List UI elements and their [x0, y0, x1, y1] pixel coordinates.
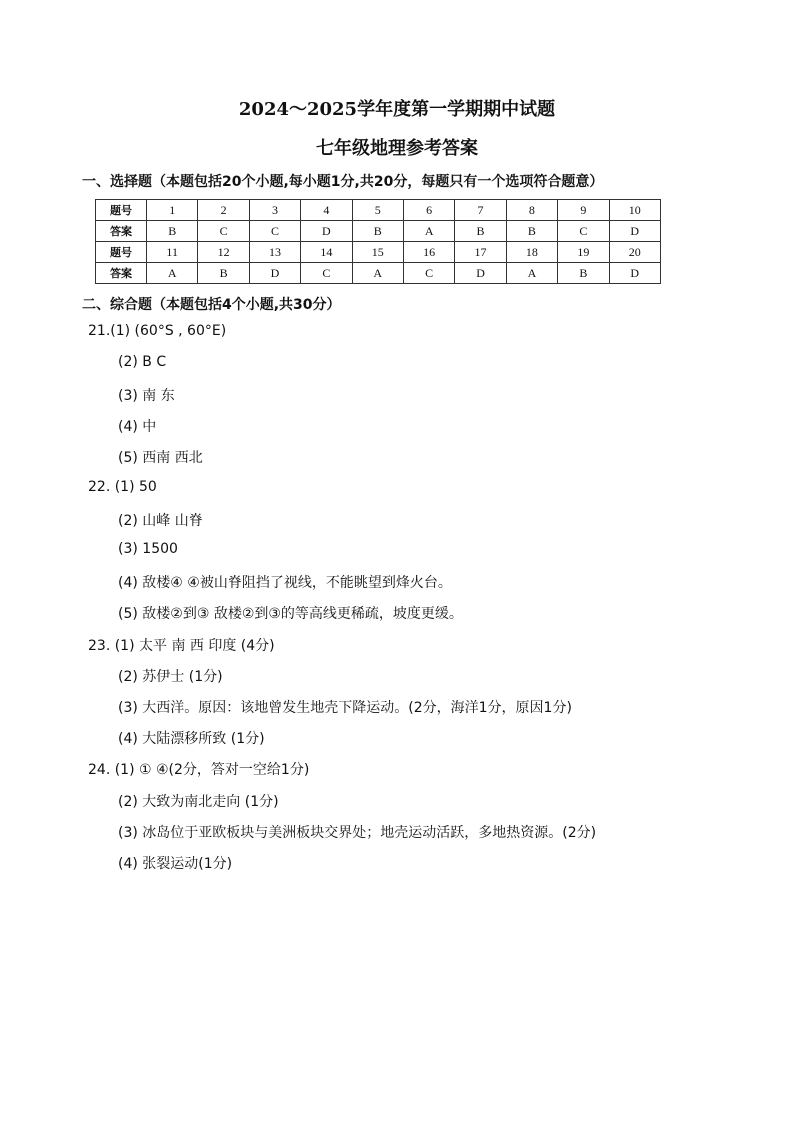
answer-cell: B: [352, 221, 403, 242]
table-row: [96, 221, 661, 242]
question-number: 9: [558, 200, 609, 221]
question-number: 17: [455, 242, 506, 263]
section-choice-heading: 一、选择题（本题包括20个小题,每小题1分,共20分，每题只有一个选项符合题意）: [82, 174, 604, 190]
answer-cell: A: [403, 221, 454, 242]
answer-cell: A: [506, 263, 557, 284]
question-number: 6: [403, 200, 454, 221]
answer-cell: C: [301, 263, 352, 284]
q21-answer-2: (2) B C: [118, 354, 167, 370]
question-number: 20: [609, 242, 660, 263]
table-row: [96, 242, 661, 263]
answer-cell: D: [301, 221, 352, 242]
q23-answer-1: 23. (1) 太平 南 西 印度 (4分): [88, 638, 275, 654]
answer-cell: D: [249, 263, 300, 284]
q23-answer-4: (4) 大陆漂移所致 (1分): [118, 731, 265, 747]
answer-cell: C: [558, 221, 609, 242]
answer-cell: B: [506, 221, 557, 242]
question-number: 2: [198, 200, 249, 221]
q21-answer-5: (5) 西南 西北: [118, 450, 203, 466]
question-number: 16: [403, 242, 454, 263]
q21-answer-3: (3) 南 东: [118, 388, 175, 404]
question-number: 10: [609, 200, 660, 221]
table-row: [96, 263, 661, 284]
q24-answer-1: 24. (1) ① ④(2分，答对一空给1分): [88, 762, 310, 778]
question-number: 4: [301, 200, 352, 221]
question-number: 8: [506, 200, 557, 221]
q21-answer-1: 21.(1) (60°S , 60°E): [88, 323, 227, 339]
question-number: 3: [249, 200, 300, 221]
answer-cell: C: [198, 221, 249, 242]
q23-answer-3: (3) 大西洋。原因：该地曾发生地壳下降运动。(2分，海洋1分，原因1分): [118, 700, 572, 716]
answer-key-title: 七年级地理参考答案: [316, 138, 478, 159]
q24-answer-4: (4) 张裂运动(1分): [118, 856, 233, 872]
question-number: 14: [301, 242, 352, 263]
row-label-number: 题号: [96, 242, 147, 263]
answer-cell: A: [147, 263, 198, 284]
answer-cell: D: [455, 263, 506, 284]
section-comprehensive-heading: 二、综合题（本题包括4个小题,共30分）: [82, 297, 341, 313]
question-number: 5: [352, 200, 403, 221]
q22-answer-3: (3) 1500: [118, 541, 178, 557]
q23-answer-2: (2) 苏伊士 (1分): [118, 669, 223, 685]
question-number: 12: [198, 242, 249, 263]
answer-cell: B: [147, 221, 198, 242]
q24-answer-3: (3) 冰岛位于亚欧板块与美洲板块交界处；地壳运动活跃，多地热资源。(2分): [118, 825, 597, 841]
question-number: 11: [147, 242, 198, 263]
q22-answer-4: (4) 敌楼④ ④被山脊阻挡了视线，不能眺望到烽火台。: [118, 575, 452, 591]
table-row: [96, 200, 661, 221]
answer-cell: C: [403, 263, 454, 284]
answer-cell: C: [249, 221, 300, 242]
question-number: 13: [249, 242, 300, 263]
q22-answer-5: (5) 敌楼②到③ 敌楼②到③的等高线更稀疏，坡度更缓。: [118, 606, 463, 622]
question-number: 19: [558, 242, 609, 263]
exam-title: 2024～2025学年度第一学期期中试题: [238, 99, 556, 120]
row-label-number: 题号: [96, 200, 147, 221]
q21-answer-4: (4) 中: [118, 419, 157, 435]
answer-cell: A: [352, 263, 403, 284]
answer-cell: B: [198, 263, 249, 284]
row-label-answer: 答案: [96, 263, 147, 284]
q24-answer-2: (2) 大致为南北走向 (1分): [118, 794, 279, 810]
answer-cell: D: [609, 263, 660, 284]
question-number: 7: [455, 200, 506, 221]
row-label-answer: 答案: [96, 221, 147, 242]
q22-answer-1: 22. (1) 50: [88, 479, 157, 495]
question-number: 18: [506, 242, 557, 263]
answer-cell: B: [455, 221, 506, 242]
question-number: 15: [352, 242, 403, 263]
choice-answer-table: [95, 199, 661, 284]
answer-cell: B: [558, 263, 609, 284]
question-number: 1: [147, 200, 198, 221]
q22-answer-2: (2) 山峰 山脊: [118, 513, 203, 529]
answer-cell: D: [609, 221, 660, 242]
